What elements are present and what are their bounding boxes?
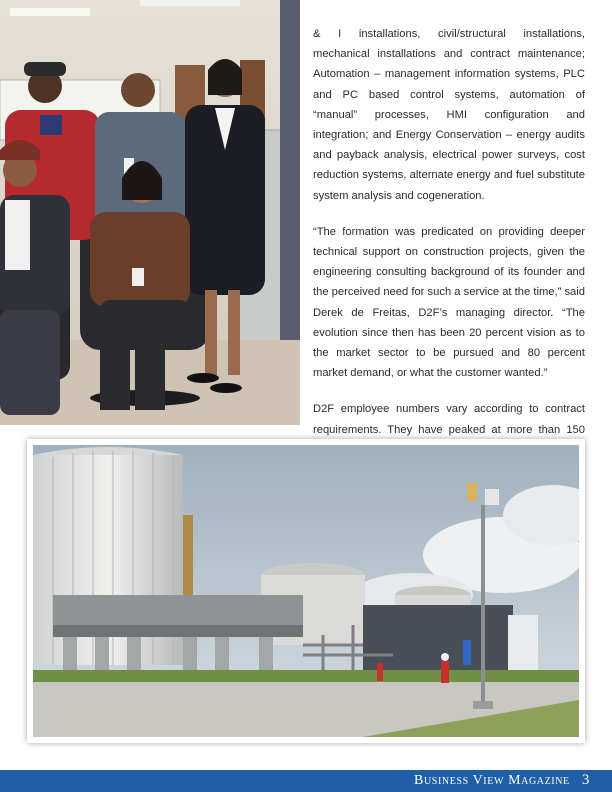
plant-photo-frame xyxy=(27,439,585,743)
plant-photo xyxy=(33,445,579,737)
team-photo xyxy=(0,0,300,425)
team-photo-illustration xyxy=(0,0,300,425)
plant-photo-illustration xyxy=(33,445,579,737)
article-paragraph: & I installations, civil/structural installations, mechanical installations and contract maintenance; Automation – management information systems, PLC and PC based control systems, automation of “manual” processes, HMI configuration and integration; and Energy Conservation – energy audits and payback analysis, electrical power surveys, cost reduction systems, alternate energy and fuel substitute system analysis and cogeneration. xyxy=(313,28,585,202)
article-paragraph: “The formation was predicated on providing deeper technical support on construction projects, given the engineering consulting background of its founder and the perceived need for such a service at the time,” said Derek de Freitas, D2F’s managing director. “The evolution since then has been 20 percent vision as to the market sector to be pursued and 80 percent market demand, or what the customer wanted.” xyxy=(313,225,585,380)
footer-text xyxy=(414,772,590,789)
magazine-name: Business View Magazine xyxy=(414,773,570,788)
page-number: 3 xyxy=(581,772,590,788)
article-paragraph: D2F employee numbers vary according to contract requirements. They have peaked at more than 150 xyxy=(313,403,585,436)
article-text-column xyxy=(313,24,585,496)
footer-bar xyxy=(0,770,612,792)
